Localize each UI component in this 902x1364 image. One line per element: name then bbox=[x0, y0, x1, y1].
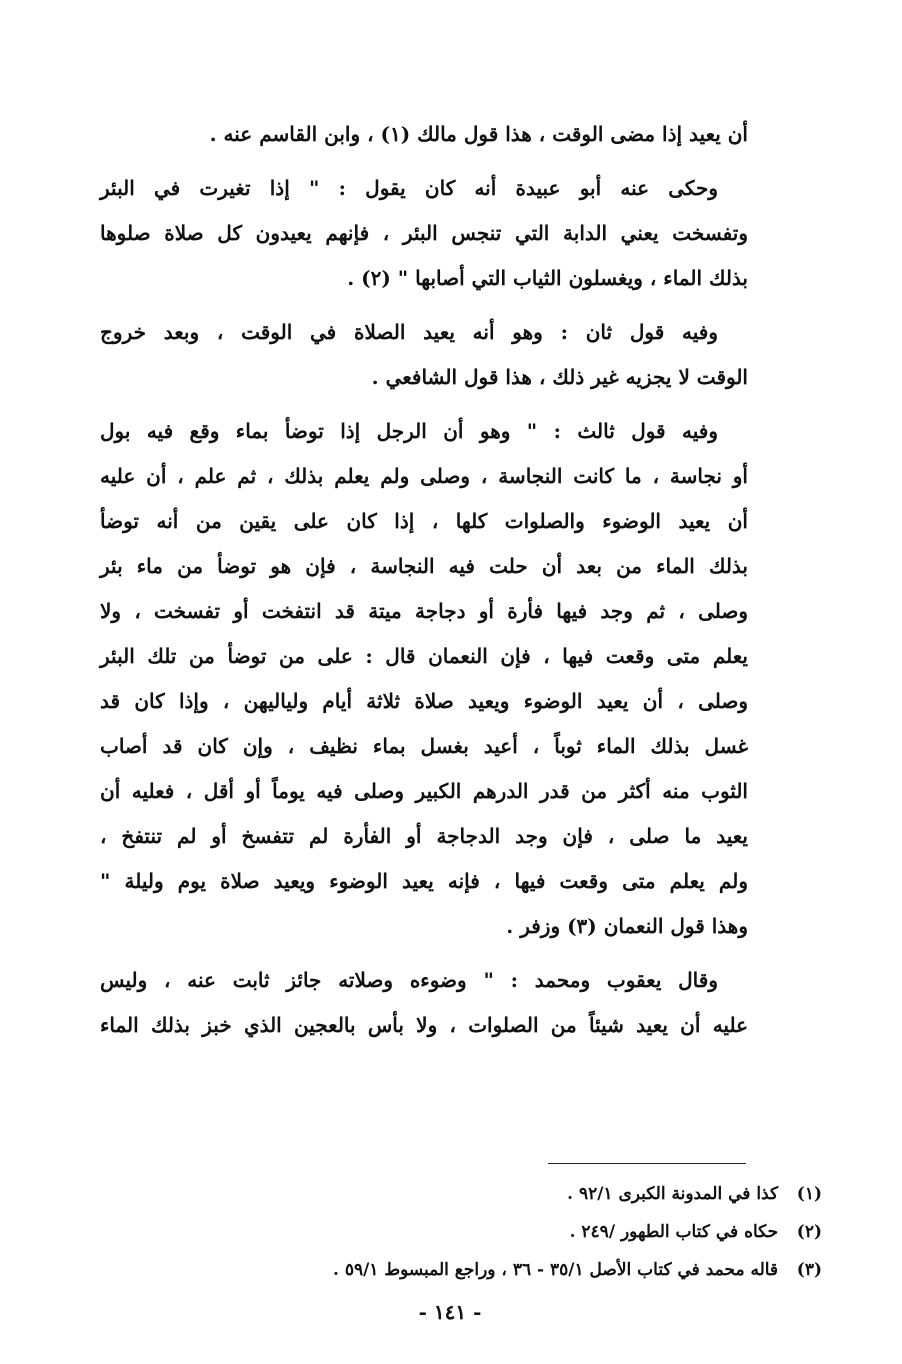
text-line: ولم يعلم متى وقعت فيها ، فإنه يعيد الوضوء ويعيد صلاة يوم وليلة " bbox=[100, 869, 748, 893]
text-line: بذلك الماء ، ويغسلون الثياب التي أصابها " (٢) . bbox=[347, 266, 748, 290]
text-line: أو نجاسة ، ما كانت النجاسة ، وصلى ولم يعلم بذلك ، ثم علم ، أن عليه bbox=[100, 464, 748, 488]
footnote-2 bbox=[150, 1213, 822, 1251]
paragraph-2 bbox=[100, 166, 748, 301]
text-line: الثوب منه أكثر من قدر الدرهم الكبير وصلى فيه يوماً أو أقل ، فعليه أن bbox=[100, 779, 748, 803]
text-line: أن يعيد إذا مضى الوقت ، هذا قول مالك (١) ، وابن القاسم عنه . bbox=[209, 122, 748, 146]
footnote-number: (٢) bbox=[796, 1222, 822, 1242]
footnote-text: حكاه في كتاب الطهور /٢٤٩ . bbox=[569, 1222, 779, 1242]
main-text bbox=[100, 112, 748, 1057]
text-line: بذلك الماء من بعد أن حلت فيه النجاسة ، فإن هو توضأ من ماء بئر bbox=[100, 554, 748, 578]
footnote-separator bbox=[548, 1163, 746, 1164]
text-line: الوقت لا يجزيه غير ذلك ، هذا قول الشافعي . bbox=[371, 365, 748, 389]
paragraph-1 bbox=[100, 112, 748, 157]
text-line: أن يعيد الوضوء والصلوات كلها ، إذا كان على يقين من أنه توضأ bbox=[100, 509, 748, 533]
text-line: وهذا قول النعمان (٣) وزفر . bbox=[506, 914, 748, 938]
footnote-number: (١) bbox=[796, 1184, 822, 1204]
paragraph-5 bbox=[100, 958, 748, 1048]
text-line: غسل بذلك الماء ثوباً ، أعيد بغسل بماء نظيف ، وإن كان قد أصاب bbox=[100, 734, 748, 758]
text-line: وصلى ، أن يعيد الوضوء ويعيد صلاة ثلاثة أيام ولياليهن ، وإذا كان قد bbox=[100, 689, 748, 713]
text-line: وفيه قول ثالث : " وهو أن الرجل إذا توضأ بماء وقع فيه بول bbox=[100, 419, 718, 443]
text-line: وفيه قول ثان : وهو أنه يعيد الصلاة في الوقت ، وبعد خروج bbox=[100, 320, 718, 344]
text-line: يعيد ما صلى ، فإن وجد الدجاجة أو الفأرة لم تتفسخ أو لم تنتفخ ، bbox=[100, 824, 748, 848]
text-line: وقال يعقوب ومحمد : " وضوءه وصلاته جائز ثابت عنه ، وليس bbox=[100, 968, 718, 992]
text-line: يعلم متى وقعت فيها ، فإن النعمان قال : على من توضأ من تلك البئر bbox=[100, 644, 748, 668]
footnote-text: قاله محمد في كتاب الأصل ٣٥/١ - ٣٦ ، وراجع المبسوط ٥٩/١ . bbox=[332, 1260, 779, 1280]
text-line: عليه أن يعيد شيئاً من الصلوات ، ولا بأس بالعجين الذي خبز بذلك الماء bbox=[100, 1013, 748, 1037]
footnote-number: (٣) bbox=[796, 1260, 822, 1280]
text-line: وتفسخت يعني الدابة التي تنجس البئر ، فإنهم يعيدون كل صلاة صلوها bbox=[100, 221, 748, 245]
text-line: وحكى عنه أبو عبيدة أنه كان يقول : " إذا تغيرت في البئر bbox=[100, 176, 718, 200]
paragraph-3 bbox=[100, 310, 748, 400]
footnote-3 bbox=[150, 1251, 822, 1289]
footnote-1 bbox=[150, 1175, 822, 1213]
text-line: وصلى ، ثم وجد فيها فأرة أو دجاجة ميتة قد انتفخت أو تفسخت ، ولا bbox=[100, 599, 748, 623]
paragraph-4 bbox=[100, 409, 748, 949]
page-number: - ١٤١ - bbox=[418, 1300, 482, 1324]
footnote-text: كذا في المدونة الكبرى ٩٢/١ . bbox=[567, 1184, 779, 1204]
footnotes bbox=[150, 1175, 822, 1289]
